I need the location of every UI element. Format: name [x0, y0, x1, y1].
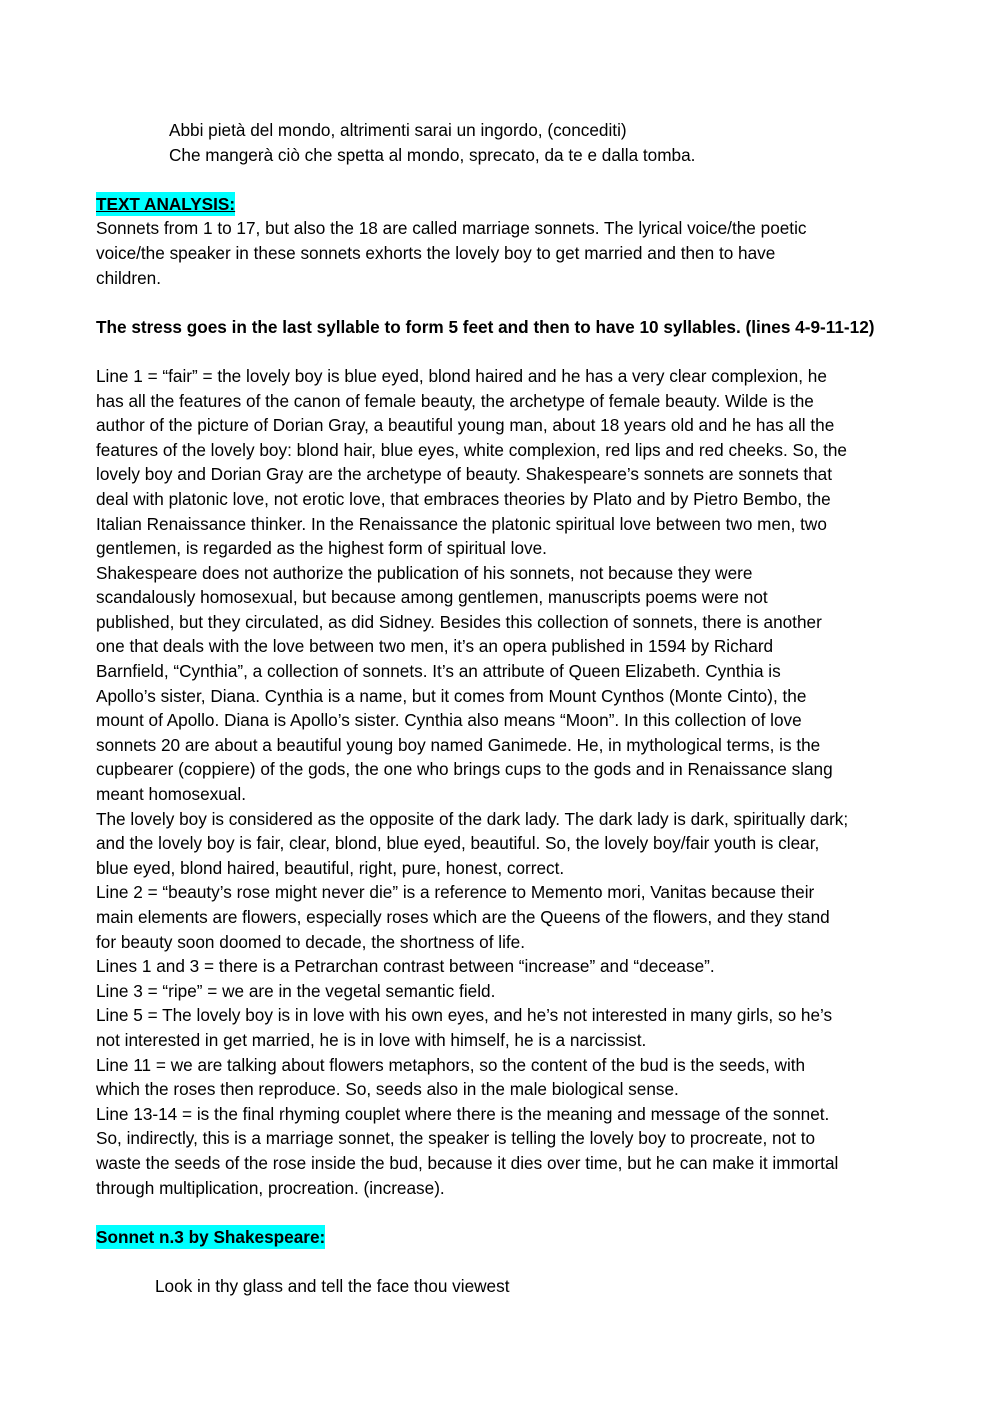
spacer: [96, 290, 916, 315]
stress-note: The stress goes in the last syllable to form 5 feet and then to have 10 syllables. (lines 4-9-11-12): [96, 316, 875, 337]
paragraph-line: not interested in get married, he is in love with himself, he is a narcissist.: [96, 1029, 647, 1050]
paragraph-line: Line 5 = The lovely boy is in love with his own eyes, and he’s not interested in many girls, so he’s: [96, 1005, 833, 1026]
spacer: [96, 1249, 916, 1274]
paragraph-line: sonnets 20 are about a beautiful young boy named Ganimede. He, in mythological terms, is the: [96, 734, 821, 755]
sonnet3-heading: Sonnet n.3 by Shakespeare:: [96, 1225, 325, 1250]
text-analysis-intro: [96, 216, 916, 290]
verse-line: Che mangerà ciò che spetta al mondo, sprecato, da te e dalla tomba.: [169, 144, 696, 165]
text-analysis-heading: TEXT ANALYSIS:: [96, 192, 235, 217]
paragraph-line: lovely boy and Dorian Gray are the archetype of beauty. Shakespeare’s sonnets are sonnets that: [96, 464, 833, 485]
paragraph-line: has all the features of the canon of female beauty, the archetype of female beauty. Wilde is the: [96, 390, 814, 411]
sonnet3-section: [96, 1225, 916, 1299]
paragraph-line: for beauty soon doomed to decade, the shortness of life.: [96, 931, 526, 952]
paragraph-line: Line 1 = “fair” = the lovely boy is blue eyed, blond haired and he has a very clear complexion, he: [96, 365, 827, 386]
paragraph-line: one that deals with the love between two men, it’s an opera published in 1594 by Richard: [96, 636, 774, 657]
paragraph-line: So, indirectly, this is a marriage sonnet, the speaker is telling the lovely boy to procreate, not to: [96, 1128, 816, 1149]
sonnet3-first-line: Look in thy glass and tell the face thou viewest: [155, 1275, 510, 1296]
paragraph-line: voice/the speaker in these sonnets exhorts the lovely boy to get married and then to have: [96, 242, 776, 263]
paragraph-line: Shakespeare does not authorize the publication of his sonnets, not because they were: [96, 562, 753, 583]
document-page: [96, 118, 916, 1299]
spacer: [96, 167, 916, 192]
spacer: [96, 339, 916, 364]
paragraph-line: Apollo’s sister, Diana. Cynthia is a name, but it comes from Mount Cynthos (Monte Cinto), the: [96, 685, 807, 706]
paragraph-line: Line 3 = “ripe” = we are in the vegetal semantic field.: [96, 980, 496, 1001]
verse-line: Abbi pietà del mondo, altrimenti sarai un ingordo, (concediti): [169, 120, 627, 140]
paragraph-line: Sonnets from 1 to 17, but also the 18 are called marriage sonnets. The lyrical voice/the poetic: [96, 218, 807, 239]
paragraph-line: author of the picture of Dorian Gray, a beautiful young man, about 18 years old and he has all the: [96, 415, 835, 436]
paragraph-line: Lines 1 and 3 = there is a Petrarchan contrast between “increase” and “decease”.: [96, 956, 715, 977]
paragraph-line: The lovely boy is considered as the opposite of the dark lady. The dark lady is dark, spiritually dark;: [96, 808, 849, 829]
paragraph-line: Line 2 = “beauty’s rose might never die” is a reference to Memento mori, Vanitas because their: [96, 882, 815, 903]
paragraph-line: Italian Renaissance thinker. In the Renaissance the platonic spiritual love between two men, two: [96, 513, 827, 534]
text-analysis-body: [96, 364, 916, 1200]
paragraph-line: features of the lovely boy: blond hair, blue eyes, white complexion, red lips and red cheeks. So, the: [96, 439, 847, 460]
paragraph-line: through multiplication, procreation. (increase).: [96, 1177, 445, 1198]
paragraph-line: and the lovely boy is fair, clear, blond, blue eyed, beautiful. So, the lovely boy/fair youth is clear,: [96, 833, 820, 854]
paragraph-line: Barnfield, “Cynthia”, a collection of sonnets. It’s an attribute of Queen Elizabeth. Cynthia is: [96, 661, 781, 682]
paragraph-line: main elements are flowers, especially roses which are the Queens of the flowers, and they stand: [96, 907, 830, 927]
spacer: [96, 1200, 916, 1225]
paragraph-line: blue eyed, blond haired, beautiful, right, pure, honest, correct.: [96, 857, 565, 878]
paragraph-line: meant homosexual.: [96, 784, 246, 805]
paragraph-line: which the roses then reproduce. So, seeds also in the male biological sense.: [96, 1079, 679, 1100]
text-analysis-section: [96, 192, 916, 1200]
paragraph-line: Line 11 = we are talking about flowers metaphors, so the content of the bud is the seeds, with: [96, 1054, 806, 1075]
paragraph-line: cupbearer (coppiere) of the gods, the one who brings cups to the gods and in Renaissance slang: [96, 759, 833, 780]
paragraph-line: published, but they circulated, as did Sidney. Besides this collection of sonnets, there is another: [96, 611, 822, 632]
paragraph-line: gentlemen, is regarded as the highest form of spiritual love.: [96, 538, 547, 559]
paragraph-line: Line 13-14 = is the final rhyming couplet where there is the meaning and message of the sonnet.: [96, 1103, 830, 1124]
paragraph-line: waste the seeds of the rose inside the bud, because it dies over time, but he can make it immortal: [96, 1152, 839, 1173]
paragraph-line: scandalously homosexual, but because among gentlemen, manuscripts poems were not: [96, 587, 768, 608]
top-verse: [96, 118, 916, 167]
paragraph-line: children.: [96, 267, 161, 288]
paragraph-line: deal with platonic love, not erotic love, that embraces theories by Plato and by Pietro Bembo, the: [96, 488, 831, 509]
paragraph-line: mount of Apollo. Diana is Apollo’s sister. Cynthia also means “Moon”. In this collection of love: [96, 710, 802, 731]
